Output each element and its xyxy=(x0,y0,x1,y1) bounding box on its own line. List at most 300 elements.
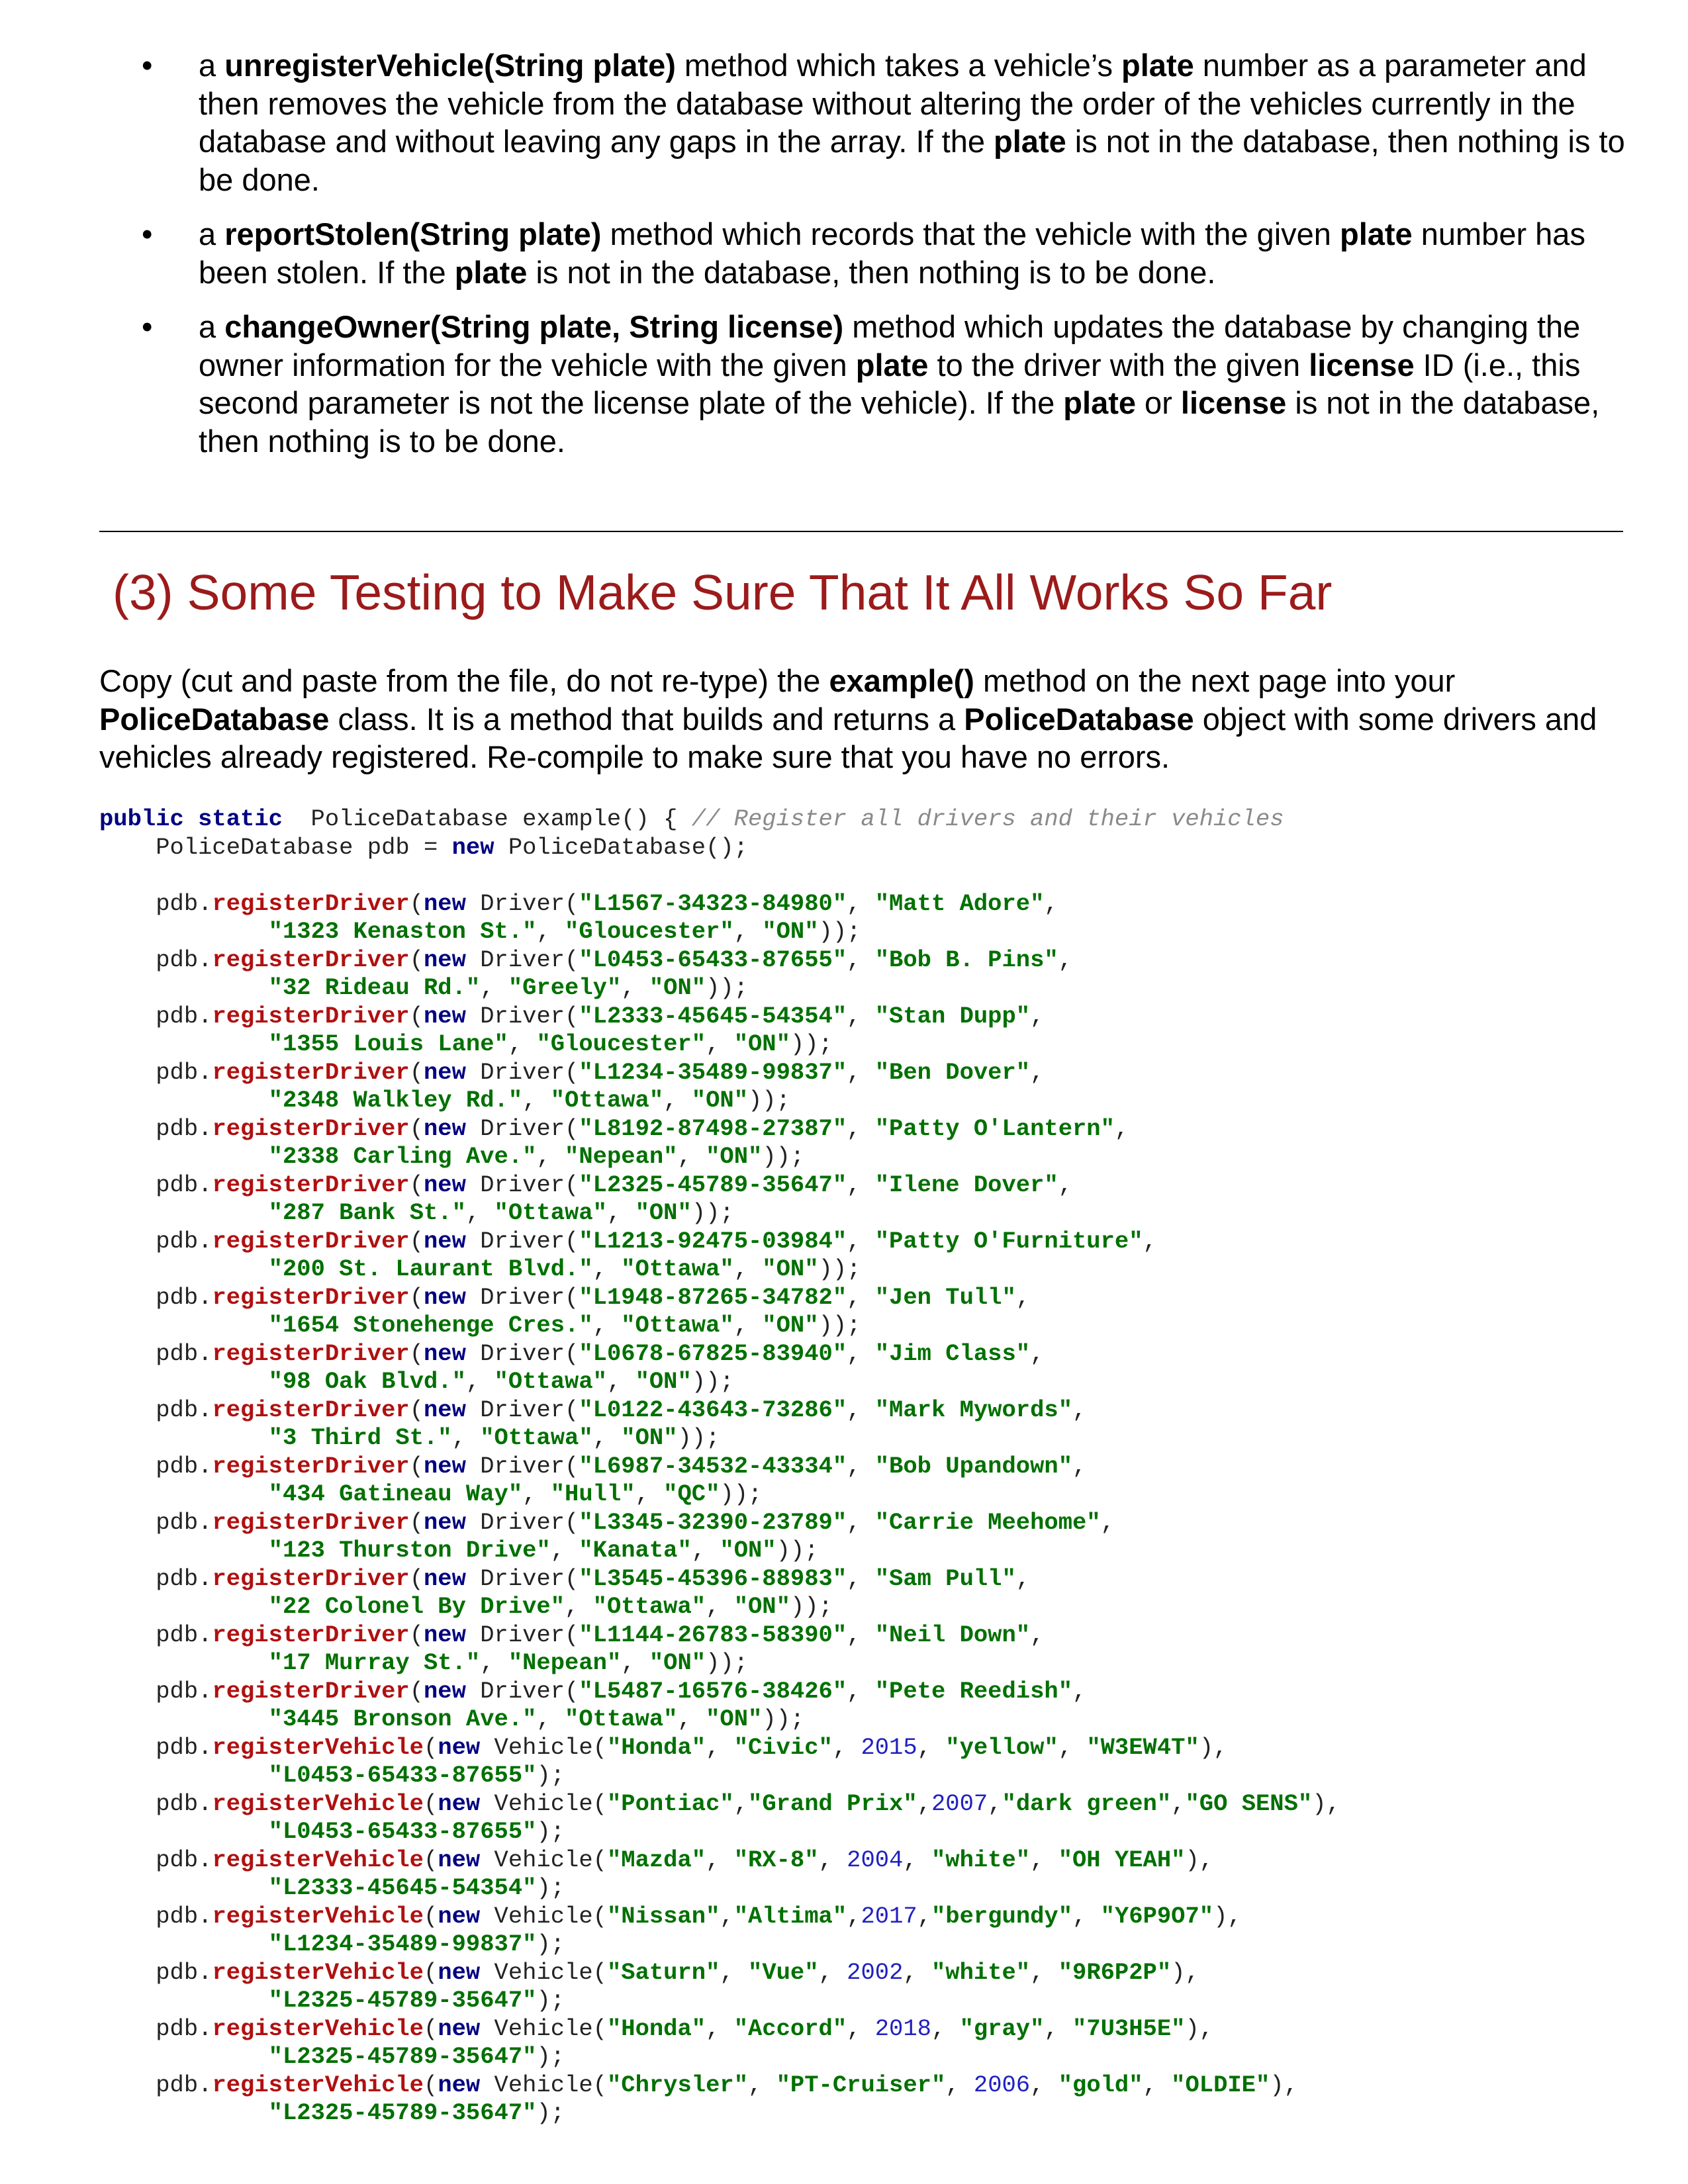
code-token: new xyxy=(438,1733,481,1761)
code-line xyxy=(99,1818,1340,1846)
code-token: "L1234-35489-99837" xyxy=(268,1931,537,1958)
code-token: registerDriver xyxy=(212,1565,410,1592)
bullet-item xyxy=(142,46,1644,199)
code-line xyxy=(99,1480,1340,1509)
code-token: "Jim Class" xyxy=(874,1340,1031,1367)
code-line xyxy=(99,862,1340,890)
code-token: , xyxy=(733,1790,749,1817)
code-line xyxy=(99,1621,1340,1650)
code-token: "Bob B. Pins" xyxy=(874,946,1058,974)
code-token: "Neil Down" xyxy=(874,1621,1031,1649)
code-token: "ON" xyxy=(762,918,819,945)
code-line xyxy=(99,1396,1340,1425)
code-token: "OH YEAH" xyxy=(1058,1846,1186,1874)
code-token: new xyxy=(424,1565,466,1592)
code-token xyxy=(99,1649,269,1676)
code-token: registerDriver xyxy=(212,889,410,917)
code-token: , xyxy=(847,1171,875,1199)
code-token: "Civic" xyxy=(733,1733,833,1761)
bullet-dot-icon: • xyxy=(142,216,153,251)
code-token: Driver( xyxy=(465,1115,579,1142)
code-token: "ON" xyxy=(762,1255,819,1283)
code-token: new xyxy=(438,1958,481,1986)
code-token: "1355 Louis Lane" xyxy=(268,1030,508,1058)
code-token: "7U3H5E" xyxy=(1072,2015,1186,2042)
code-token: , xyxy=(1072,1396,1087,1424)
code-token: "Patty O'Furniture" xyxy=(874,1227,1143,1255)
code-token: pdb. xyxy=(99,1677,212,1705)
code-token: "L0453-65433-87655" xyxy=(268,1762,537,1789)
bullet-bold-term: plate xyxy=(1121,48,1194,83)
code-token: , xyxy=(1143,1227,1157,1255)
code-line xyxy=(99,1030,1340,1059)
code-token: ( xyxy=(409,1002,424,1030)
code-token: "Ottawa" xyxy=(480,1424,593,1451)
code-token: ), xyxy=(1312,1790,1340,1817)
bullet-text: or xyxy=(1136,385,1181,420)
bullet-bold-term: plate xyxy=(855,347,929,383)
code-token: "Jen Tull" xyxy=(874,1283,1016,1311)
code-token: , xyxy=(1030,1958,1058,1986)
code-token: ), xyxy=(1185,2015,1214,2042)
code-line xyxy=(99,1987,1340,2015)
bullet-dot-icon: • xyxy=(142,48,153,83)
code-token: , xyxy=(1143,2071,1172,2099)
code-token: , xyxy=(847,1227,875,1255)
code-token: "L3545-45396-88983" xyxy=(579,1565,847,1592)
code-token: "L5487-16576-38426" xyxy=(579,1677,847,1705)
code-token xyxy=(99,1199,269,1226)
code-token: public static xyxy=(99,805,283,833)
code-token: , xyxy=(847,1002,875,1030)
bullet-text: ID (i.e., this second parameter is not the license plate of the vehicle). If the xyxy=(199,347,1581,420)
code-token: , xyxy=(1171,1790,1186,1817)
code-token: PoliceDatabase(); xyxy=(494,833,748,861)
bullet-bold-term: changeOwner(String plate, String license) xyxy=(224,309,844,344)
code-token: "L2325-45789-35647" xyxy=(268,1987,537,2014)
code-token: "dark green" xyxy=(1002,1790,1172,1817)
code-token: , xyxy=(1100,1508,1115,1536)
code-token xyxy=(99,974,269,1001)
code-line xyxy=(99,1171,1340,1200)
intro-text: object with some drivers and vehicles already registered. Re-compile to make sure that you have no errors. xyxy=(99,701,1597,774)
code-token xyxy=(99,1143,269,1170)
bullet-item xyxy=(142,215,1644,291)
code-token: , xyxy=(606,1199,635,1226)
code-line xyxy=(99,1087,1340,1115)
code-token: 2007 xyxy=(931,1790,988,1817)
code-token: , xyxy=(945,2071,974,2099)
code-token: registerDriver xyxy=(212,1002,410,1030)
intro-text: Copy (cut and paste from the file, do not re-type) the xyxy=(99,663,829,698)
code-token: "L6987-34532-43334" xyxy=(579,1452,847,1480)
code-token: Driver( xyxy=(465,1340,579,1367)
bullet-text: method which records that the vehicle with the given xyxy=(601,216,1340,251)
code-token: "ON" xyxy=(762,1312,819,1339)
code-line xyxy=(99,1903,1340,1931)
code-token: new xyxy=(424,946,466,974)
code-token: registerVehicle xyxy=(212,1846,424,1874)
code-token: "Pete Reedish" xyxy=(874,1677,1072,1705)
code-token: , xyxy=(1030,1002,1045,1030)
code-token: "Gloucester" xyxy=(536,1030,706,1058)
code-token: "L1234-35489-99837" xyxy=(579,1058,847,1086)
code-token: "Nissan" xyxy=(606,1902,720,1930)
code-token: "Sam Pull" xyxy=(874,1565,1016,1592)
code-token: "Grand Prix" xyxy=(748,1790,917,1817)
code-token: Driver( xyxy=(465,1452,579,1480)
code-token: pdb. xyxy=(99,2071,212,2099)
bullet-text: to the driver with the given xyxy=(928,347,1309,383)
code-token: , xyxy=(1030,2071,1058,2099)
code-token: 2006 xyxy=(973,2071,1031,2099)
code-token: "200 St. Laurant Blvd." xyxy=(268,1255,593,1283)
code-token: registerDriver xyxy=(212,946,410,974)
bullet-text: a xyxy=(199,216,225,251)
code-token: , xyxy=(706,1593,734,1620)
code-token: "white" xyxy=(931,1846,1031,1874)
code-token: ); xyxy=(536,1762,565,1789)
code-token: "ON" xyxy=(706,1143,763,1170)
intro-text: method on the next page into your xyxy=(974,663,1456,698)
code-token: "ON" xyxy=(706,1706,763,1733)
code-token: "3445 Bronson Ave." xyxy=(268,1706,537,1733)
code-token: pdb. xyxy=(99,1621,212,1649)
code-line xyxy=(99,1874,1340,1903)
code-token: 2015 xyxy=(861,1733,917,1761)
code-token: )); xyxy=(790,1593,833,1620)
code-token: pdb. xyxy=(99,1115,212,1142)
code-token: , xyxy=(565,1593,593,1620)
code-token: , xyxy=(720,1902,734,1930)
code-token: ( xyxy=(424,2071,438,2099)
code-token: , xyxy=(522,1480,551,1508)
code-token xyxy=(99,918,269,945)
code-line xyxy=(99,2071,1340,2100)
code-token xyxy=(99,1762,269,1789)
code-token: , xyxy=(720,1958,749,1986)
code-token: )); xyxy=(790,1030,833,1058)
bullet-bold-term: license xyxy=(1309,347,1415,383)
code-token: "2338 Carling Ave." xyxy=(268,1143,537,1170)
code-line xyxy=(99,1762,1340,1790)
code-token: "Stan Dupp" xyxy=(874,1002,1031,1030)
code-token: Driver( xyxy=(465,1508,579,1536)
code-token: registerDriver xyxy=(212,1171,410,1199)
code-token: new xyxy=(424,1452,466,1480)
code-token: pdb. xyxy=(99,1002,212,1030)
code-token: Vehicle( xyxy=(480,1790,607,1817)
intro-paragraph xyxy=(99,662,1622,776)
code-token: ( xyxy=(409,1621,424,1649)
code-token: , xyxy=(1072,1452,1087,1480)
code-token: , xyxy=(677,1143,706,1170)
bullet-text: number as a parameter and then removes the vehicle from the database without altering the order of the vehicles currently in the database and without leaving any gaps in the array. If the xyxy=(199,48,1587,159)
code-token: "Kanata" xyxy=(579,1537,692,1564)
code-token: pdb. xyxy=(99,1508,212,1536)
code-token: new xyxy=(438,1902,481,1930)
code-token: ( xyxy=(409,1227,424,1255)
code-token: , xyxy=(1030,1340,1045,1367)
code-token: pdb. xyxy=(99,1171,212,1199)
code-token: , xyxy=(818,1958,847,1986)
code-token: ( xyxy=(424,1846,438,1874)
code-token: ( xyxy=(409,1677,424,1705)
code-token: new xyxy=(424,889,466,917)
code-token: , xyxy=(1058,946,1073,974)
bullet-text: is not in the database, then nothing is to be done. xyxy=(199,124,1625,197)
code-token: , xyxy=(988,1790,1002,1817)
code-line xyxy=(99,1143,1340,1171)
code-token: )); xyxy=(818,918,861,945)
code-token: "L0453-65433-87655" xyxy=(579,946,847,974)
code-token: pdb. xyxy=(99,1958,212,1986)
section-heading: (3) Some Testing to Make Sure That It All Works So Far xyxy=(113,565,1333,620)
code-token: registerVehicle xyxy=(212,1902,424,1930)
code-token: new xyxy=(424,1058,466,1086)
code-token: )); xyxy=(762,1706,805,1733)
code-token: 2017 xyxy=(861,1902,917,1930)
code-token: "W3EW4T" xyxy=(1086,1733,1199,1761)
section-divider xyxy=(99,531,1623,532)
code-token: "L2325-45789-35647" xyxy=(268,2043,537,2070)
code-token: ( xyxy=(409,1508,424,1536)
code-line xyxy=(99,1537,1340,1565)
code-line xyxy=(99,2099,1340,2128)
code-token: )); xyxy=(818,1255,861,1283)
code-token: , xyxy=(733,1255,763,1283)
code-token: registerDriver xyxy=(212,1396,410,1424)
bullet-text: method which updates the database by changing the owner information for the vehicle with the given xyxy=(199,309,1581,383)
code-token: , xyxy=(550,1537,579,1564)
code-token: ( xyxy=(409,1565,424,1592)
code-token: , xyxy=(465,1368,494,1395)
code-token: "Pontiac" xyxy=(606,1790,734,1817)
code-token: , xyxy=(465,1199,494,1226)
code-token: new xyxy=(424,1508,466,1536)
code-token: pdb. xyxy=(99,1452,212,1480)
code-token: "L3345-32390-23789" xyxy=(579,1508,847,1536)
code-token: "GO SENS" xyxy=(1185,1790,1313,1817)
code-token: ); xyxy=(536,1987,565,2014)
code-token: , xyxy=(847,1340,875,1367)
code-token: "17 Murray St." xyxy=(268,1649,481,1676)
code-token: , xyxy=(1015,1565,1031,1592)
code-line xyxy=(99,1931,1340,1959)
code-token: , xyxy=(621,1649,649,1676)
code-token: new xyxy=(424,1283,466,1311)
code-token: "Carrie Meehome" xyxy=(874,1508,1101,1536)
code-token: , xyxy=(1015,1283,1031,1311)
code-token: "L8192-87498-27387" xyxy=(579,1115,847,1142)
code-token: new xyxy=(438,2015,481,2042)
code-token: new xyxy=(424,1396,466,1424)
code-token: registerDriver xyxy=(212,1283,410,1311)
code-token: ), xyxy=(1171,1958,1199,1986)
code-token: ), xyxy=(1213,1902,1242,1930)
code-token: "32 Rideau Rd." xyxy=(268,974,481,1001)
bullet-bold-term: plate xyxy=(454,254,528,290)
code-token: , xyxy=(592,1424,622,1451)
code-token: , xyxy=(917,1902,931,1930)
code-line xyxy=(99,1199,1340,1228)
code-token: pdb. xyxy=(99,1227,212,1255)
code-token: "L2325-45789-35647" xyxy=(268,2099,537,2126)
code-token xyxy=(99,1480,269,1508)
code-token: registerDriver xyxy=(212,1452,410,1480)
code-token xyxy=(99,1874,269,1901)
code-token: , xyxy=(847,1677,875,1705)
code-line xyxy=(99,1255,1340,1284)
code-token: new xyxy=(424,1002,466,1030)
code-line xyxy=(99,1368,1340,1396)
code-token: "Bob Upandown" xyxy=(874,1452,1072,1480)
intro-text: class. It is a method that builds and returns a xyxy=(329,701,964,737)
code-token: "white" xyxy=(931,1958,1031,1986)
code-token xyxy=(99,1818,269,1845)
code-token: PoliceDatabase pdb = xyxy=(99,833,452,861)
code-token: , xyxy=(1072,1902,1101,1930)
code-token: , xyxy=(847,1115,875,1142)
code-token: "ON" xyxy=(635,1368,692,1395)
code-token: new xyxy=(438,1846,481,1874)
code-token: "ON" xyxy=(733,1030,790,1058)
code-token: , xyxy=(1030,1058,1045,1086)
code-token: ( xyxy=(424,2015,438,2042)
code-token: ( xyxy=(409,1452,424,1480)
code-token: pdb. xyxy=(99,1790,212,1817)
code-token: )); xyxy=(748,1087,790,1114)
code-token: , xyxy=(691,1537,720,1564)
code-token: , xyxy=(903,1846,931,1874)
code-line xyxy=(99,2015,1340,2044)
code-token: , xyxy=(1114,1115,1129,1142)
code-token: "L0122-43643-73286" xyxy=(579,1396,847,1424)
code-token: , xyxy=(847,889,875,917)
code-token: Driver( xyxy=(465,1621,579,1649)
code-token: registerDriver xyxy=(212,1058,410,1086)
code-token xyxy=(99,1537,269,1564)
code-token: , xyxy=(621,974,649,1001)
code-token: , xyxy=(733,1312,763,1339)
code-token: pdb. xyxy=(99,1902,212,1930)
code-token: "ON" xyxy=(720,1537,776,1564)
code-token: "L0678-67825-83940" xyxy=(579,1340,847,1367)
bullet-text: is not in the database, then nothing is to be done. xyxy=(199,385,1600,459)
code-token: "Honda" xyxy=(606,1733,706,1761)
code-token: , xyxy=(847,1621,875,1649)
code-token: Driver( xyxy=(465,1283,579,1311)
intro-bold-term: PoliceDatabase xyxy=(99,701,330,737)
code-token xyxy=(99,1424,269,1451)
code-line xyxy=(99,1003,1340,1031)
code-token xyxy=(99,2099,269,2126)
code-line xyxy=(99,1115,1340,1144)
code-token: "Ottawa" xyxy=(621,1255,734,1283)
code-token: "Saturn" xyxy=(606,1958,720,1986)
code-token: , xyxy=(847,1508,875,1536)
code-token: , xyxy=(847,1565,875,1592)
code-line xyxy=(99,1790,1340,1819)
code-line xyxy=(99,1228,1340,1256)
code-token: Vehicle( xyxy=(480,1846,607,1874)
code-token: new xyxy=(424,1171,466,1199)
code-line xyxy=(99,1284,1340,1312)
code-token: )); xyxy=(706,974,749,1001)
code-token: "Greely" xyxy=(508,974,622,1001)
code-token: Driver( xyxy=(465,1058,579,1086)
code-token: new xyxy=(424,1621,466,1649)
code-token: "Ottawa" xyxy=(494,1368,607,1395)
code-token: ( xyxy=(409,946,424,974)
code-token: "Hull" xyxy=(550,1480,635,1508)
code-token xyxy=(99,1312,269,1339)
code-token: , xyxy=(677,1706,706,1733)
code-line xyxy=(99,834,1340,862)
code-token: pdb. xyxy=(99,1283,212,1311)
code-token: "Vue" xyxy=(748,1958,819,1986)
code-token: Vehicle( xyxy=(480,1902,607,1930)
code-token: , xyxy=(508,1030,537,1058)
code-token: registerVehicle xyxy=(212,2071,424,2099)
code-token: ( xyxy=(409,889,424,917)
code-line xyxy=(99,918,1340,946)
code-token: )); xyxy=(691,1199,734,1226)
code-token: )); xyxy=(720,1480,763,1508)
code-token: Driver( xyxy=(465,1227,579,1255)
code-token: "Y6P9O7" xyxy=(1100,1902,1214,1930)
bullet-bold-term: plate xyxy=(1339,216,1413,251)
code-token: "Mazda" xyxy=(606,1846,706,1874)
code-token: ( xyxy=(409,1171,424,1199)
code-token: , xyxy=(818,1846,847,1874)
code-token: ( xyxy=(409,1283,424,1311)
code-token: pdb. xyxy=(99,1340,212,1367)
code-token: pdb. xyxy=(99,946,212,974)
code-token: registerDriver xyxy=(212,1677,410,1705)
code-token: pdb. xyxy=(99,1396,212,1424)
code-token: "Ottawa" xyxy=(592,1593,706,1620)
code-token: pdb. xyxy=(99,2015,212,2042)
code-token: "1654 Stonehenge Cres." xyxy=(268,1312,593,1339)
code-token: , xyxy=(917,1790,931,1817)
code-token: , xyxy=(706,1733,734,1761)
code-token: , xyxy=(733,918,763,945)
code-token: new xyxy=(424,1115,466,1142)
code-token: "Ilene Dover" xyxy=(874,1171,1058,1199)
code-token: "Ottawa" xyxy=(550,1087,664,1114)
code-token: new xyxy=(424,1340,466,1367)
code-token: Vehicle( xyxy=(480,2015,607,2042)
code-token: , xyxy=(1072,1677,1087,1705)
code-token: "QC" xyxy=(663,1480,720,1508)
code-token: "Nepean" xyxy=(565,1143,678,1170)
code-token: "Patty O'Lantern" xyxy=(874,1115,1115,1142)
code-token: , xyxy=(847,1396,875,1424)
code-token: "Ottawa" xyxy=(565,1706,678,1733)
code-token: pdb. xyxy=(99,1733,212,1761)
code-token: Driver( xyxy=(465,1171,579,1199)
code-token: , xyxy=(480,1649,508,1676)
code-token: "L1213-92475-03984" xyxy=(579,1227,847,1255)
code-token: Driver( xyxy=(465,1565,579,1592)
code-token: new xyxy=(451,833,494,861)
code-token: "2348 Walkley Rd." xyxy=(268,1087,523,1114)
code-line xyxy=(99,1649,1340,1678)
bullet-text: a xyxy=(199,309,225,344)
code-line xyxy=(99,1453,1340,1481)
code-token: , xyxy=(1058,1171,1073,1199)
